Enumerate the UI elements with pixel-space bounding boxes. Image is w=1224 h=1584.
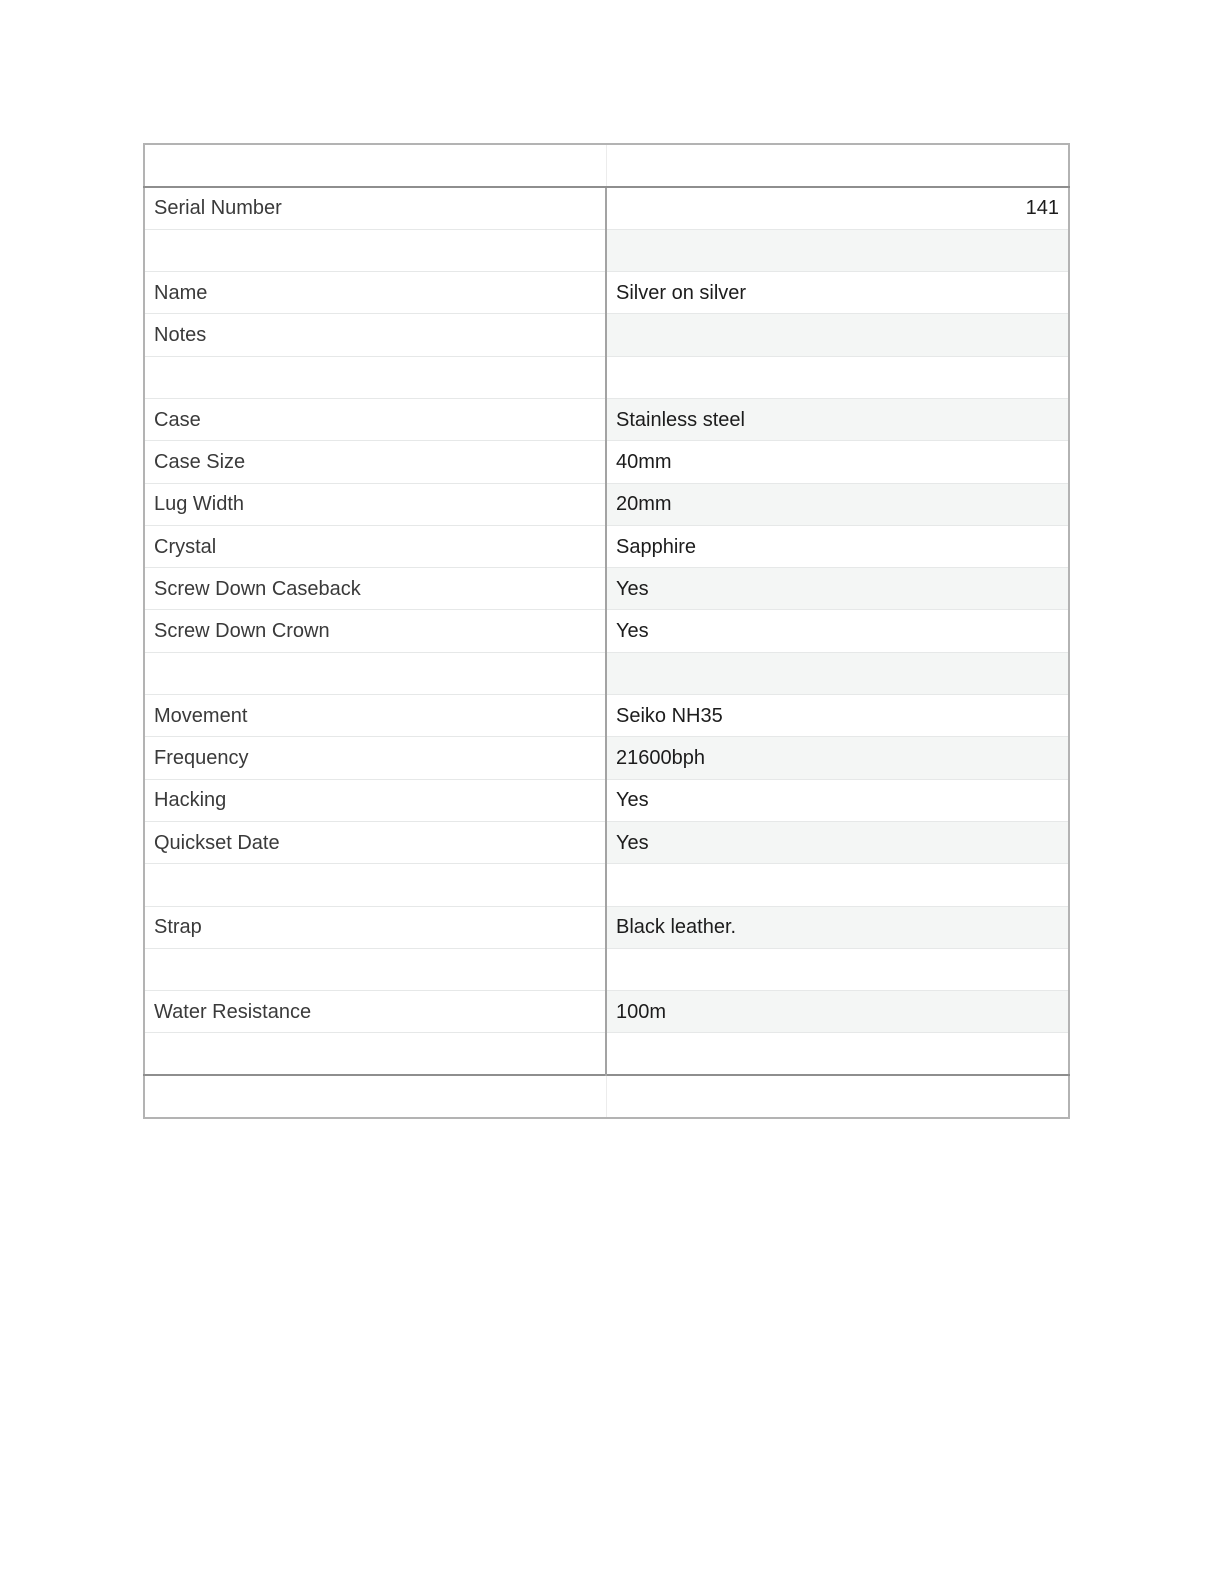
table-row [144,991,1069,1033]
row-label[interactable]: Lug Width [144,483,606,525]
row-value[interactable] [606,356,1069,398]
row-value[interactable]: Black leather. [606,906,1069,948]
table-row [144,398,1069,440]
row-value[interactable]: Yes [606,610,1069,652]
row-value[interactable] [606,652,1069,694]
row-label[interactable]: Notes [144,314,606,356]
table-row [144,187,1069,229]
table-header-row [144,144,1069,187]
row-value[interactable] [606,1033,1069,1075]
row-label[interactable] [144,229,606,271]
table-row [144,948,1069,990]
table-row [144,1033,1069,1075]
row-label[interactable]: Hacking [144,779,606,821]
watch-spec-table [143,143,1070,1119]
table-row [144,821,1069,863]
row-label[interactable]: Screw Down Caseback [144,568,606,610]
row-label[interactable]: Case Size [144,441,606,483]
table-row [144,272,1069,314]
row-value[interactable] [606,314,1069,356]
row-label[interactable]: Crystal [144,525,606,567]
table-row [144,483,1069,525]
row-value[interactable]: 20mm [606,483,1069,525]
table-row [144,610,1069,652]
table-row [144,779,1069,821]
row-value[interactable]: 141 [606,187,1069,229]
row-value[interactable]: Seiko NH35 [606,695,1069,737]
header-cell[interactable] [606,144,1069,187]
row-label[interactable]: Quickset Date [144,821,606,863]
row-label[interactable]: Movement [144,695,606,737]
row-value[interactable]: Yes [606,821,1069,863]
row-value[interactable]: Stainless steel [606,398,1069,440]
table-row [144,229,1069,271]
row-value[interactable] [606,229,1069,271]
row-value[interactable] [606,864,1069,906]
row-label[interactable] [144,948,606,990]
row-label[interactable]: Serial Number [144,187,606,229]
table-row [144,864,1069,906]
row-value[interactable]: Yes [606,779,1069,821]
row-label[interactable] [144,864,606,906]
table-footer-row [144,1075,1069,1118]
table-row [144,441,1069,483]
table-row [144,525,1069,567]
row-label[interactable]: Strap [144,906,606,948]
row-label[interactable] [144,1033,606,1075]
row-label[interactable]: Water Resistance [144,991,606,1033]
row-label[interactable]: Name [144,272,606,314]
table-row [144,737,1069,779]
row-label[interactable]: Case [144,398,606,440]
table-row [144,906,1069,948]
table-row [144,652,1069,694]
row-label[interactable]: Frequency [144,737,606,779]
row-value[interactable]: Yes [606,568,1069,610]
row-value[interactable]: Silver on silver [606,272,1069,314]
table-row [144,314,1069,356]
row-value[interactable]: Sapphire [606,525,1069,567]
row-value[interactable]: 100m [606,991,1069,1033]
table-row [144,356,1069,398]
footer-cell[interactable] [606,1075,1069,1118]
row-value[interactable]: 21600bph [606,737,1069,779]
row-value[interactable]: 40mm [606,441,1069,483]
table-row [144,568,1069,610]
row-value[interactable] [606,948,1069,990]
header-cell[interactable] [144,144,606,187]
footer-cell[interactable] [144,1075,606,1118]
row-label[interactable]: Screw Down Crown [144,610,606,652]
table-row [144,695,1069,737]
row-label[interactable] [144,356,606,398]
row-label[interactable] [144,652,606,694]
